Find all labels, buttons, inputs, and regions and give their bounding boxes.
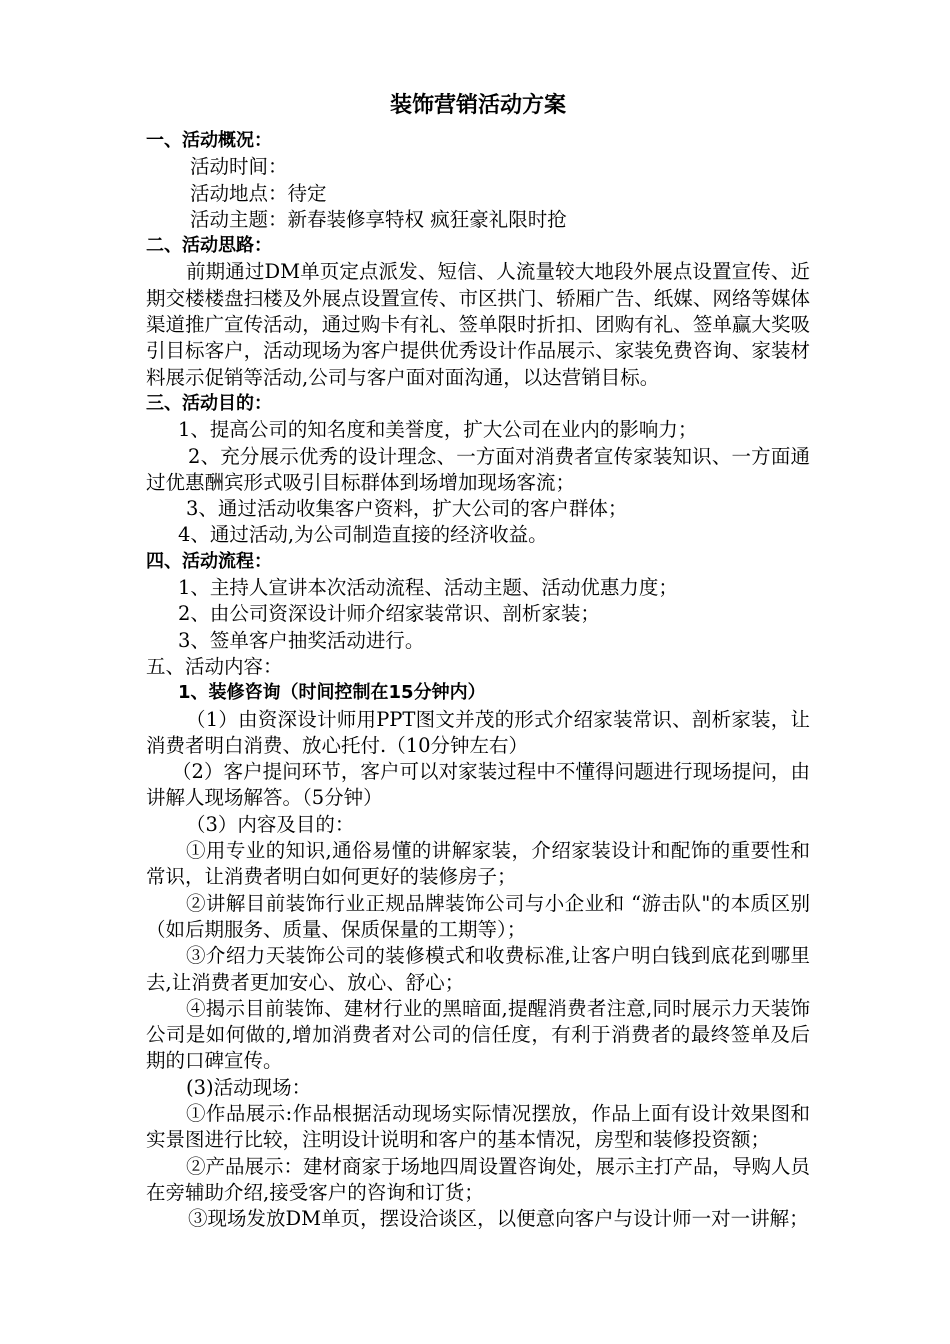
section-heading-approach: 二、活动思路： [146, 235, 272, 257]
content-point: ②讲解目前装饰行业正规品牌装饰公司与小企业和 “游击队"的本质区别（如后期服务、质量、保质保量的工期等）； [146, 891, 810, 941]
content-point: ①用专业的知识,通俗易懂的讲解家装，介绍家装设计和配饰的重要性和常识，让消费者明白如何更好的装修房子； [146, 839, 810, 889]
content-subheading: （3）内容及目的： [186, 812, 355, 836]
section-heading-overview: 一、活动概况： [146, 130, 272, 151]
onsite-point: ②产品展示：建材商家于场地四周设置咨询处，展示主打产品，导购人员在旁辅助介绍,接受客户的咨询和订货； [146, 1154, 811, 1204]
section-heading-process: 四、活动流程： [146, 550, 272, 572]
section-heading-content: 五、活动内容： [146, 654, 283, 678]
content-point: ③介绍力天装饰公司的装修模式和收费标准,让客户明白钱到底花到哪里去,让消费者更加安心、放心、舒心； [146, 944, 810, 994]
process-item: 3、签单客户抽奖活动进行。 [178, 628, 425, 652]
section-heading-goals: 三、活动目的： [146, 392, 272, 414]
content-point: ④揭示目前装饰、建材行业的黑暗面,提醒消费者注意,同时展示力天装饰公司是如何做的,增加消费者对公司的信任度，有利于消费者的最终签单及后期的口碑宣传。 [146, 996, 810, 1073]
goal-item: 1、提高公司的知名度和美誉度，扩大公司在业内的影响力； [178, 418, 698, 442]
content-subheading: (3)活动现场： [186, 1075, 312, 1099]
goal-item: 2、充分展示优秀的设计理念、一方面对消费者宣传家装知识、一方面通过优惠酬宾形式吸引目标群体到场增加现场客流； [146, 444, 810, 494]
page-title: 装饰营销活动方案 [389, 93, 566, 118]
onsite-point: ①作品展示:作品根据活动现场实际情况摆放，作品上面有设计效果图和实景图进行比较，注明设计说明和客户的基本情况，房型和装修投资额； [146, 1101, 810, 1152]
process-item: 2、由公司资深设计师介绍家装常识、剖析家装； [178, 602, 600, 626]
goal-item: 3、通过活动收集客户资料，扩大公司的客户群体； [186, 497, 628, 521]
activity-place: 活动地点：待定 [190, 181, 327, 205]
process-item: 1、主持人宣讲本次活动流程、活动主题、活动优惠力度； [178, 576, 678, 600]
document-page [146, 88, 810, 1232]
approach-paragraph: 前期通过DM单页定点派发、短信、人流量较大地段外展点设置宣传、近期交楼楼盘扫楼及外展点设置宣传、市区拱门、轿厢广告、纸媒、网络等媒体渠道推广宣传活动，通过购卡有礼、签单限时折扣、团购有礼、签单赢大奖吸引目标客户，活动现场为客户提供优秀设计作品展示、家装免费咨询、家装材料展示促销等活动,公司与客户面对面沟通，以达营销目标。 [146, 260, 810, 389]
activity-time: 活动时间： [190, 155, 288, 179]
content-paragraph: （2）客户提问环节，客户可以对家装过程中不懂得问题进行现场提问，由讲解人现场解答。（5分钟） [146, 760, 810, 810]
content-paragraph: （1）由资深设计师用PPT图文并茂的形式介绍家装常识、剖析家装，让消费者明白消费、放心托付.（10分钟左右） [146, 707, 810, 757]
subsection-heading-consult: 1、装修咨询（时间控制在15分钟内） [178, 682, 486, 704]
onsite-point: ③现场发放DM单页，摆设洽谈区，以便意向客户与设计师一对一讲解； [188, 1207, 809, 1231]
activity-theme: 活动主题：新春装修享特权 疯狂豪礼限时抢 [190, 207, 567, 231]
goal-item: 4、通过活动,为公司制造直接的经济收益。 [178, 523, 548, 547]
